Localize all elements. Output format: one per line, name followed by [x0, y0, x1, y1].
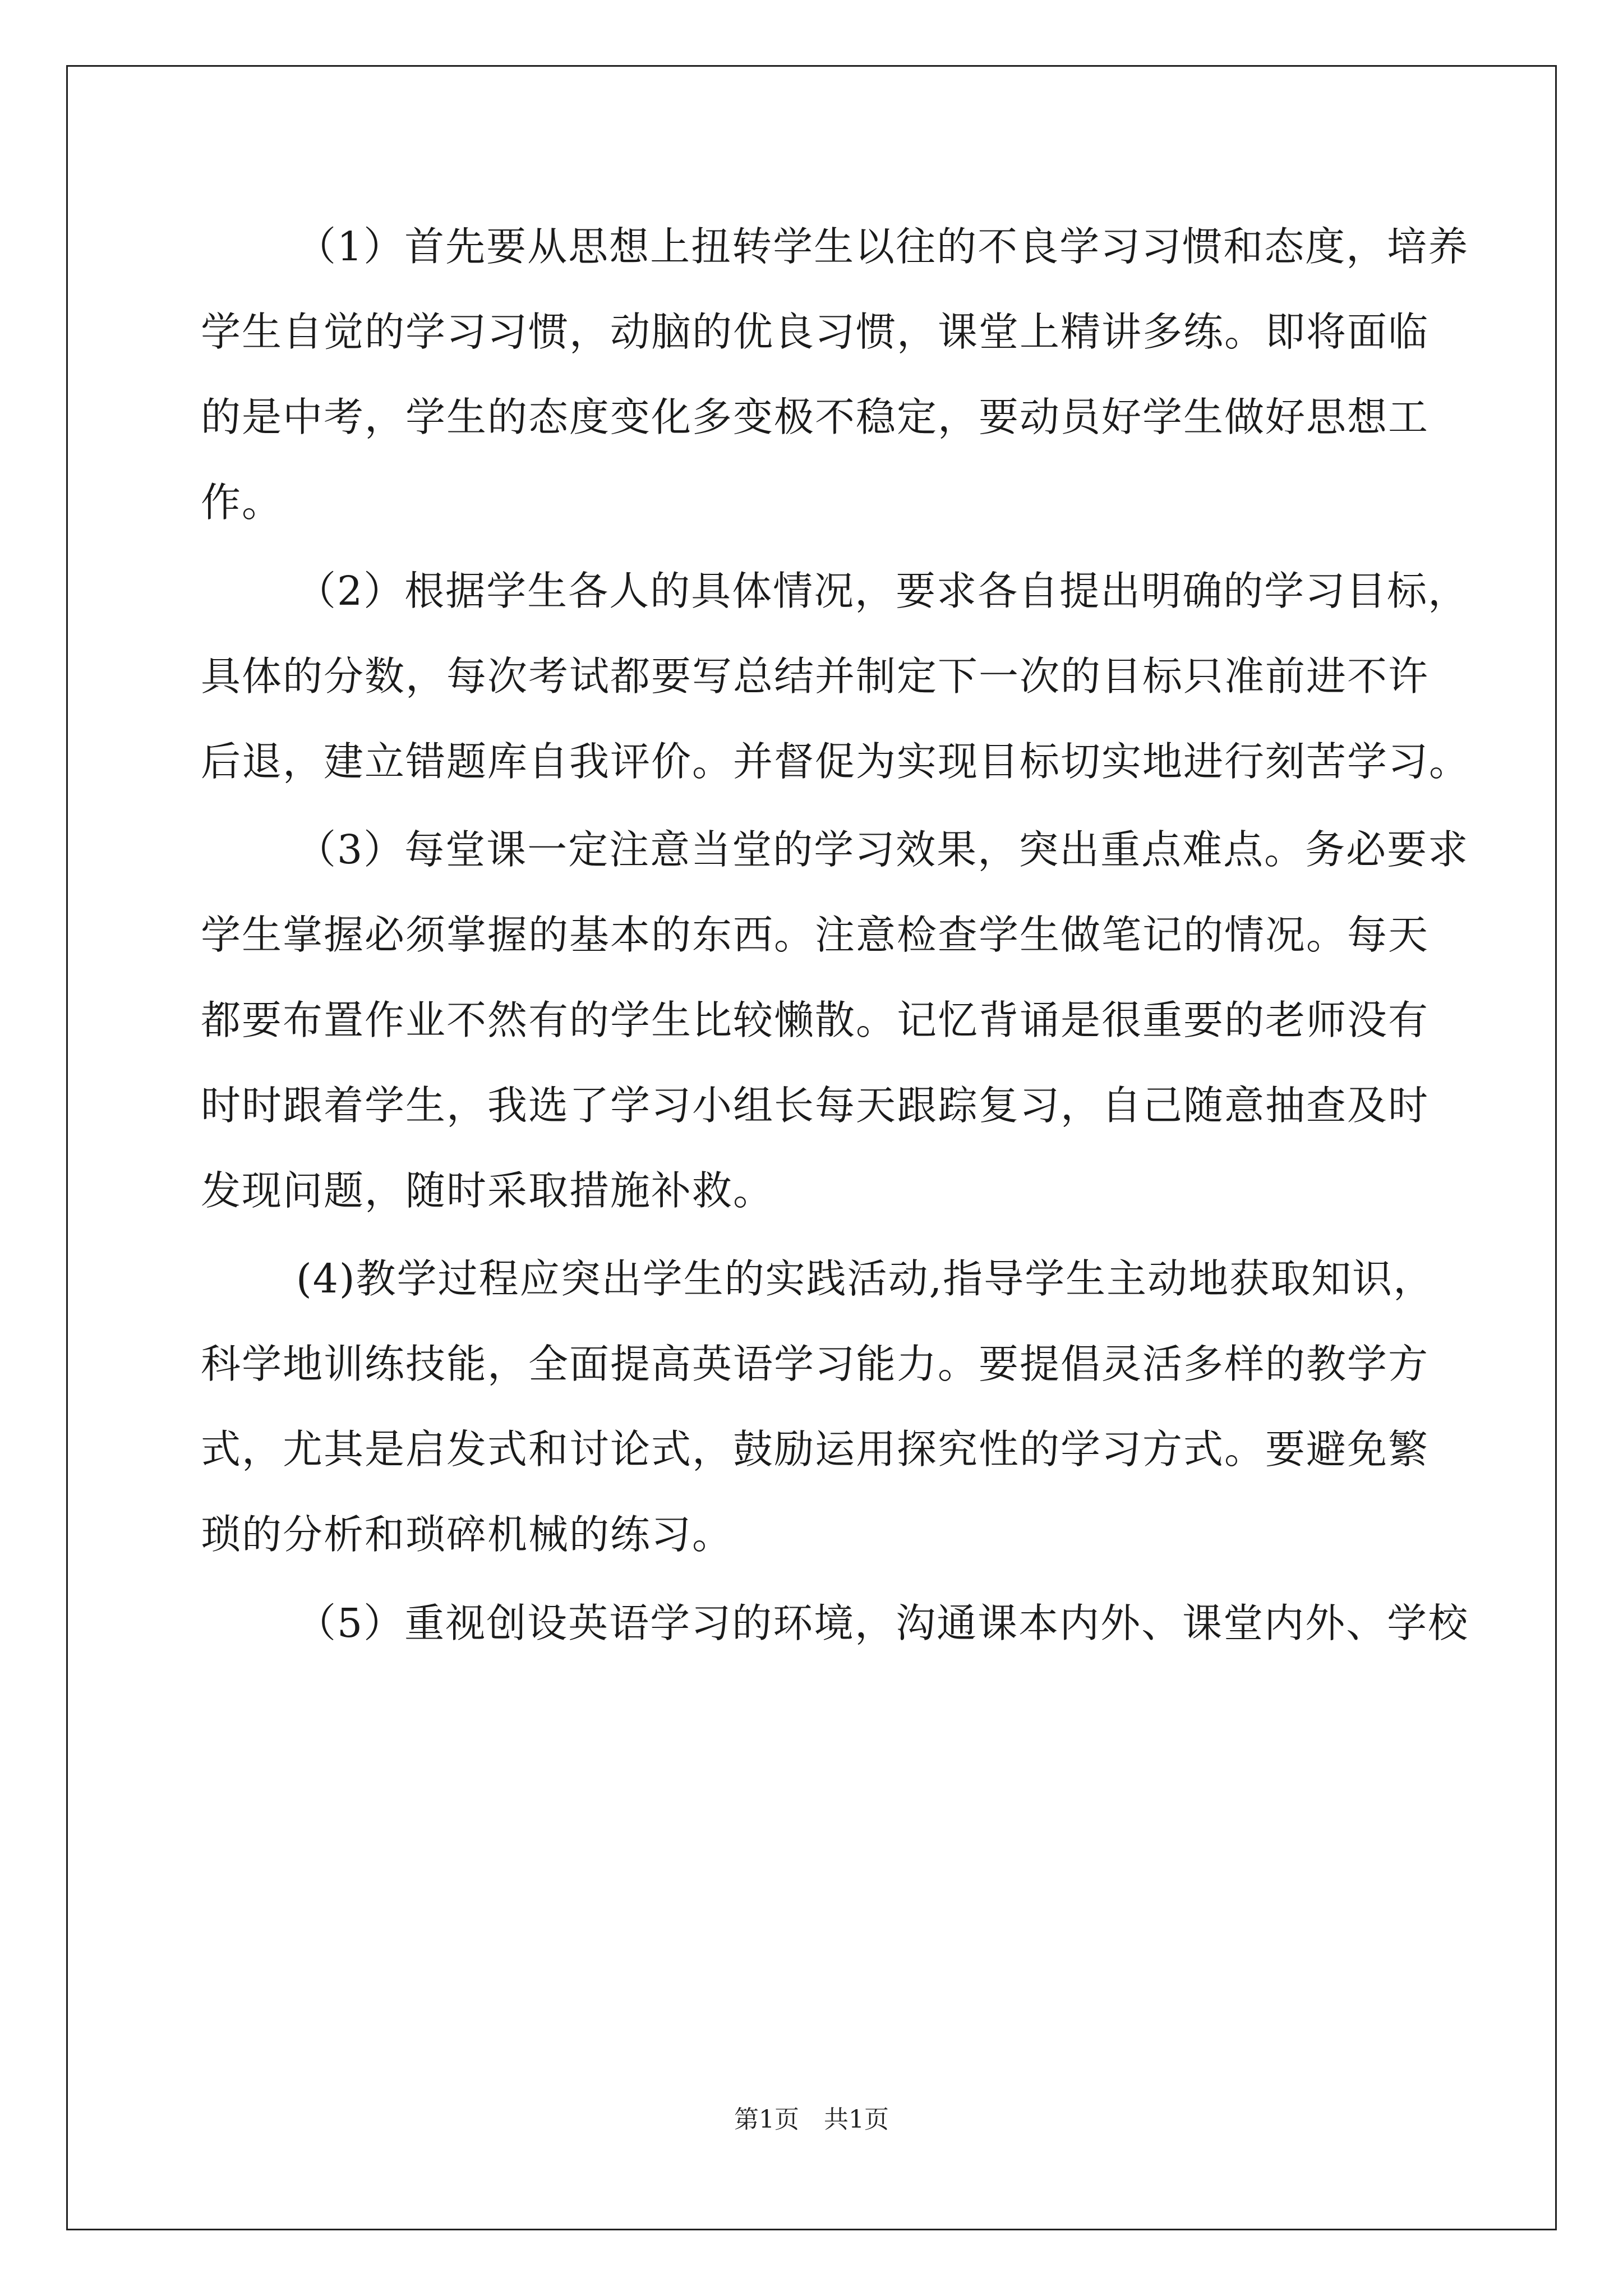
paragraph-1-line-1: （1）首先要从思想上扭转学生以往的不良学习习惯和态度，培养: [296, 223, 1469, 270]
paragraph-1-line-4: 作。: [201, 479, 283, 526]
paragraph-2-line-1: （2）根据学生各人的具体情况，要求各自提出明确的学习目标，: [296, 568, 1469, 614]
paragraph-4-line-4: 琐的分析和琐碎机械的练习。: [201, 1511, 734, 1558]
paragraph-1-line-3: 的是中考，学生的态度变化多变极不稳定，要动员好学生做好思想工: [201, 394, 1430, 440]
paragraph-2-line-2: 具体的分数，每次考试都要写总结并制定下一次的目标只准前进不许: [201, 653, 1430, 700]
paragraph-3-line-2: 学生掌握必须掌握的基本的东西。注意检查学生做笔记的情况。每天: [201, 912, 1430, 958]
page-total: 共1页: [824, 2105, 889, 2134]
paragraph-3-line-1: （3）每堂课一定注意当堂的学习效果，突出重点难点。务必要求: [296, 826, 1469, 873]
paragraph-1-line-2: 学生自觉的学习习惯，动脑的优良习惯，课堂上精讲多练。即将面临: [201, 309, 1430, 355]
paragraph-5-line-1: （5）重视创设英语学习的环境，沟通课本内外、课堂内外、学校: [296, 1600, 1469, 1646]
paragraph-4-line-2: 科学地训练技能，全面提高英语学习能力。要提倡灵活多样的教学方: [201, 1341, 1430, 1387]
paragraph-3-line-3: 都要布置作业不然有的学生比较懒散。记忆背诵是很重要的老师没有: [201, 997, 1430, 1043]
page-footer: [0, 2099, 1623, 2135]
paragraph-4-line-1: (4)教学过程应突出学生的实践活动,指导学生主动地获取知识，: [296, 1255, 1435, 1302]
paragraph-4-line-3: 式，尤其是启发式和讨论式，鼓励运用探究性的学习方式。要避免繁: [201, 1426, 1430, 1473]
paragraph-2-line-3: 后退，建立错题库自我评价。并督促为实现目标切实地进行刻苦学习。: [201, 738, 1470, 785]
paragraph-3-line-5: 发现问题，随时采取措施补救。: [201, 1167, 774, 1214]
paragraph-3-line-4: 时时跟着学生，我选了学习小组长每天跟踪复习，自己随意抽查及时: [201, 1082, 1430, 1129]
page-number: 第1页: [734, 2105, 799, 2134]
